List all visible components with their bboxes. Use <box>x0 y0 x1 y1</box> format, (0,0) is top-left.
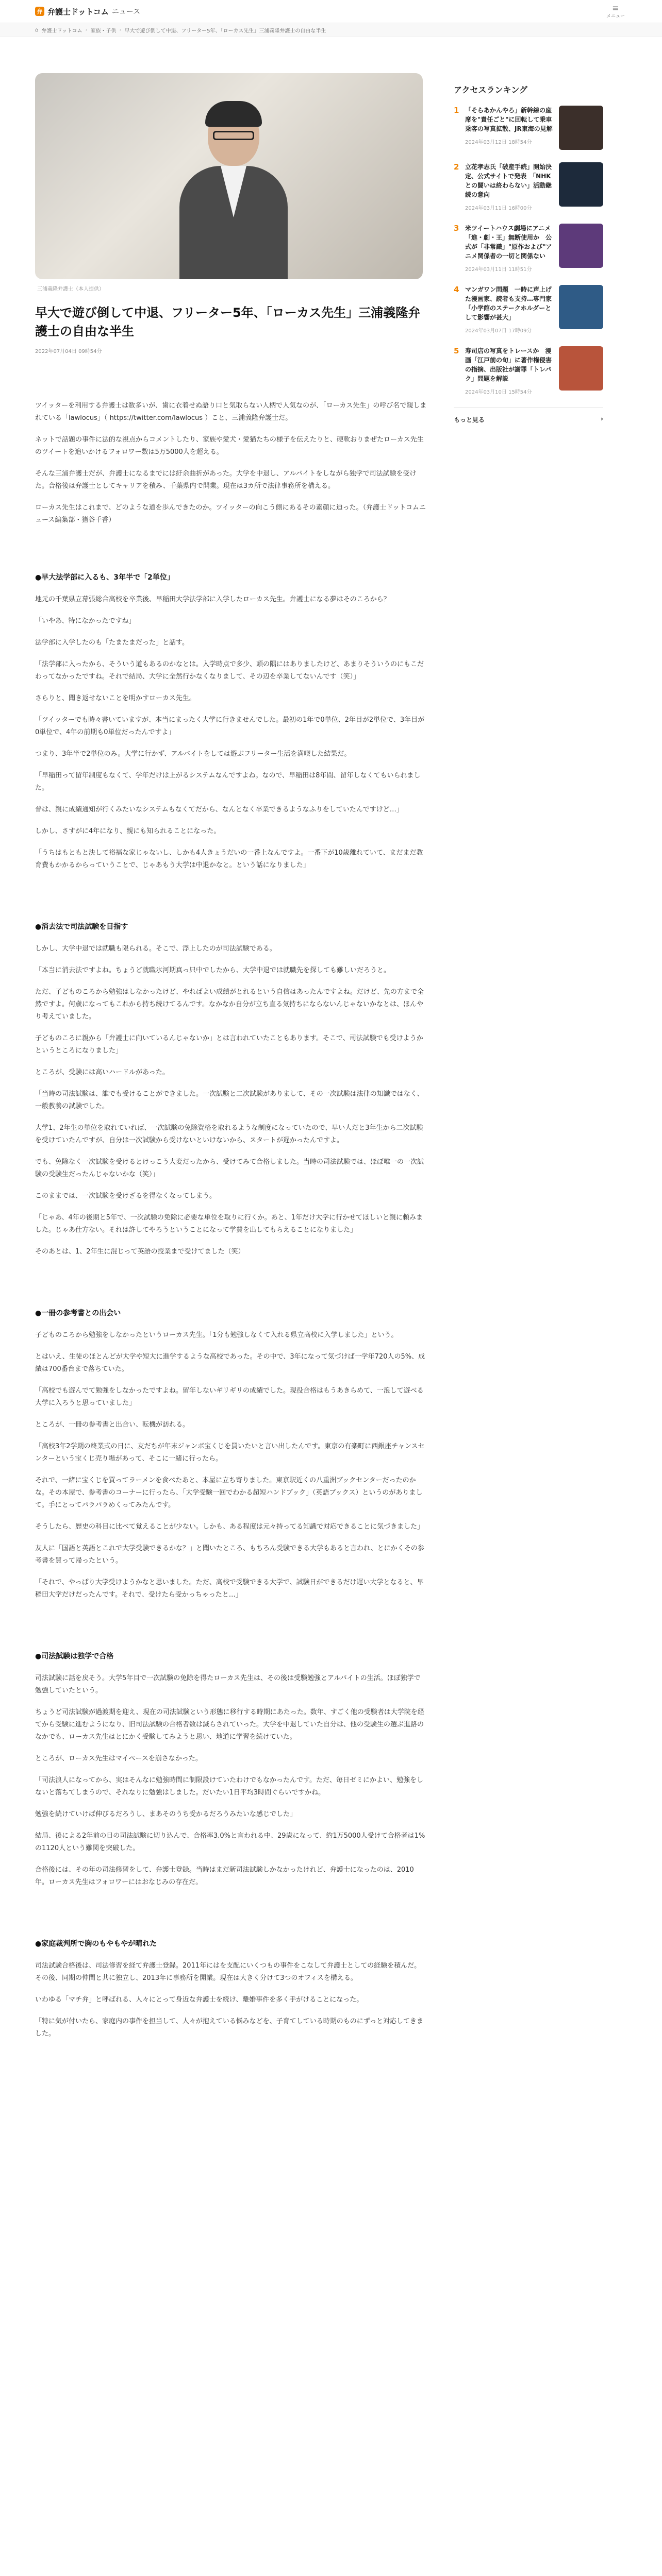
article-paragraph: 合格後には、その年の司法修習をして、弁護士登録。当時はまだ新司法試験しかなかったけれど、弁護士になったのは、2010年。ローカス先生はフォロワーにはおなじみの存在だ。 <box>35 1866 414 1886</box>
more-label: もっと見る <box>454 416 485 423</box>
article-paragraph: 「それで、やっぱり大学受けようかなと思いました。ただ、高校で受験できる大学で、試験日ができるだけ遅い大学となると、早稲田大学だけだったんです。それで、受けたら受かっちゃったと…」 <box>35 1579 424 1599</box>
chevron-right-icon: › <box>85 27 88 33</box>
article-paragraph: 子どものころから勉強をしなかったというローカス先生。「1分も勉強しなくて入れる県立高校に入学しました」という。 <box>35 1331 398 1339</box>
site-logo[interactable] <box>35 6 140 17</box>
chevron-right-icon: › <box>601 415 603 422</box>
breadcrumb-item[interactable]: 家族・子供 <box>90 28 117 34</box>
site-header <box>0 0 662 23</box>
article-paragraph: このままでは、一次試験を受けざるを得なくなってしまう。 <box>35 1192 217 1200</box>
logo-mark-icon: 弁 <box>35 7 44 16</box>
article <box>35 37 427 2049</box>
article-paragraph: 「じゃあ、4年の後期と5年で、一次試験の免除に必要な単位を取りに行くか。あと、1年だけ大学に行かせてほしいと親に頼みました。じゃあ仕方ない。それは許してやろうということになって学費を出してもらえることになりました」 <box>35 1214 423 1234</box>
ranking-number: 2 <box>454 162 459 172</box>
article-paragraph: ところが、受験には高いハードルがあった。 <box>35 1069 169 1076</box>
article-paragraph: 「特に気が付いたら、家庭内の事件を担当して、人々が抱えている悩みなどを、子育てしている時期のものにずっと対応してきました。 <box>35 2018 423 2038</box>
article-title: 早大で遊び倒して中退、フリーター5年、「ローカス先生」三浦義隆弁護士の自由な半生 <box>35 306 421 338</box>
ranking-item[interactable] <box>454 106 603 150</box>
article-paragraph: 「いやあ、特になかったですね」 <box>35 617 136 625</box>
article-body <box>35 400 427 2040</box>
article-paragraph: 大学1、2年生の単位を取れていれば、一次試験の免除資格を取れるような制度になっていたので、早い人だと3年生から二次試験を受けていたんですが、自分は一次試験から受けないといけないから、スタートが遅かったんですよ。 <box>35 1124 423 1144</box>
article-paragraph: ローカス先生はこれまで、どのような道を歩んできたのか。ツイッターの向こう側にあるその素顔に迫った。（弁護士ドットコムニュース編集部・猪谷千香） <box>35 504 426 524</box>
article-paragraph: 「高校3年2学期の終業式の日に、友だちが年末ジャンボ宝くじを買いたいと言い出したんです。東京の有楽町に西銀座チャンスセンターという宝くじ売り場があって、そこに一緒に行ったら。 <box>35 1443 425 1463</box>
ranking-time: 2024年03月10日 15時54分 <box>465 389 532 395</box>
article-paragraph: 子どものころに親から「弁護士に向いているんじゃないか」とは言われていたこともあります。そこで、司法試験でも受けようかというところになりました」 <box>35 1035 423 1055</box>
article-paragraph: ただ、子どものころから勉強はしなかったけど、やればよい成績がとれるという自信はあったんですよね。だけど、先の方まで全然ですよ。何歳になってもこれから持ち続けてるんです。なかなか自分が立ち直る気持ちにならないんじゃないかなとは、ほんやり考えていました。 <box>35 988 424 1021</box>
ranking-body <box>465 285 555 334</box>
ranking-time: 2024年03月07日 17時09分 <box>465 328 532 334</box>
article-paragraph: つまり、3年半で2単位のみ。大学に行かず、アルバイトをしては遊ぶフリーター生活を満喫した結果だ。 <box>35 750 351 758</box>
ranking-item[interactable] <box>454 346 603 395</box>
section-heading: ●早大法学部に入るも、3年半で「2単位」 <box>35 573 174 582</box>
ranking-thumbnail <box>559 224 603 268</box>
ranking-item[interactable] <box>454 224 603 273</box>
article-paragraph: 「法学部に入ったから、そういう道もあるのかなとは。入学時点で多少、頭の隅にはありましたけど、あまりそういうのにもこだわってなかったですね。それで結局、大学に全然行かなくなりまして、その辺を卒業してないんです（笑）」 <box>35 660 424 681</box>
ranking-number: 3 <box>454 224 459 233</box>
article-paragraph: 「うちはもともと決して裕福な家じゃないし、しかも4人きょうだいの一番上なんですよ。一番下が10歳離れていて、まだまだ教育費もかかるからっていうことで、じゃあもう大学は中退かなと。という話になりました」 <box>35 849 423 869</box>
article-date: 2022年07月04日 09時54分 <box>35 349 102 354</box>
ranking-headline: 「そらあかんやろ」新幹線の座席を"責任ごと"に回転して乗車 乗客の写真拡散、JR東海の見解 <box>465 107 558 132</box>
ranking-number: 5 <box>454 346 459 355</box>
ranking-thumbnail <box>559 106 603 150</box>
article-paragraph: そのあとは、1、2年生に混じって英語の授業まで受けてました（笑） <box>35 1248 245 1256</box>
article-paragraph: 「本当に消去法ですよね。ちょうど就職氷河期真っ只中でしたから、大学中退では就職先を探しても難しいだろうと。 <box>35 967 391 974</box>
ranking-time: 2024年03月11日 16時00分 <box>465 206 532 211</box>
ranking-thumbnail <box>559 162 603 207</box>
menu-label: メニュー <box>606 14 625 19</box>
article-paragraph: そんな三浦弁護士だが、弁護士になるまでには紆余曲折があった。大学を中退し、アルバイトをしながら独学で司法試験を受けた。合格後は弁護士としてキャリアを積み、千葉県内で開業。現在は3カ所で法律事務所を構える。 <box>35 470 417 490</box>
article-hero-image <box>35 73 423 279</box>
article-paragraph: 「司法浪人になってから、実はそんなに勉強時間に制限設けていたわけでもなかったんです。ただ、毎日ゼミにかよい、勉強をしないと落ちてしまうので、それなりに勉強はしました。だいたい1日平均3時間ぐらいですかね。 <box>35 1776 423 1797</box>
image-caption: 三浦義隆弁護士（本人提供） <box>37 286 104 292</box>
article-paragraph: 司法試験に話を戻そう。大学5年目で一次試験の免除を得たローカス先生は、その後は受験勉強とアルバイトの生活。ほぼ独学で勉強していたという。 <box>35 1674 421 1694</box>
ranking-thumbnail <box>559 285 603 329</box>
section-heading: ●司法試験は独学で合格 <box>35 1652 114 1660</box>
article-paragraph: さらりと、聞き返せないことを明かすローカス先生。 <box>35 694 196 702</box>
article-paragraph: 結局、後による2年前の日の司法試験に切り込んで、合格率3.0%と言われる中、29歳になって、約1万5000人受けて合格者は1%の1120人という難関を突破した。 <box>35 1832 425 1852</box>
article-paragraph: 勉強を続けていけば伸びるだろうし、まあそのうち受かるだろうみたいな感じでした」 <box>35 1810 297 1818</box>
article-paragraph: ツイッターを利用する弁護士は数多いが、歯に衣着せぬ語り口と気取らない人柄で人気なのが、「ローカス先生」の呼び名で親しまれている「lawlocus」（ https://twitter.com/lawlocus ）こと、三浦義隆弁護士だ。 <box>35 402 427 422</box>
article-paragraph: 司法試験合格後は、司法修習を経て弁護士登録。2011年にはを支配にいくつもの事件をこなして弁護士としての経験を積んだ。その後、同期の仲間と共に独立し、2013年に事務所を開業。現在は大きく分けて3つのオフィスを構える。 <box>35 1962 421 1982</box>
ranking-body <box>465 106 558 150</box>
article-paragraph: 地元の千葉県立幕張総合高校を卒業後、早稲田大学法学部に入学したローカス先生。弁護士になる夢はそのころから？ <box>35 596 390 603</box>
article-paragraph: ちょうど司法試験が過渡期を迎え、現在の司法試験という形態に移行する時期にあたった。数年、すごく他の受験者は大学院を経てから受験に進むようになり、旧司法試験の合格者数は減らされていった。大学を中退していた自分は、他の受験生の選ぶ進路のなかでも、ローカス先生はとにかく受験してみようと思い、地道に学習を続けていた。 <box>35 1708 424 1741</box>
ranking-headline: 寿司店の写真をトレースか 漫画「江戸前の旬」に著作権侵害の指摘、出版社が謝罪「トレパク」問題を解説 <box>465 347 552 382</box>
article-paragraph: 「当時の司法試験は、誰でも受けることができました。一次試験と二次試験がありまして、その一次試験は法律の知識ではなく、一般教養の試験でした。 <box>35 1090 424 1110</box>
ranking-time: 2024年03月12日 18時54分 <box>465 140 532 145</box>
article-paragraph: しかし、大学中退では就職も限られる。そこで、浮上したのが司法試験である。 <box>35 945 276 953</box>
more-link[interactable] <box>454 408 603 424</box>
ranking-headline: 米ツイートハウス劇場にアニメ「進・劇・王」無断使用か 公式が「非常識」"原作および"アニメ関係者の一切と関係ない <box>465 225 552 260</box>
ranking-body <box>465 224 555 273</box>
section-heading: ●消去法で司法試験を目指す <box>35 923 128 931</box>
article-paragraph: 友人に「国語と英語とこれで大学受験できるかな？」と聞いたところ、もちろん受験できる大学もあると言われ、とにかくその参考書を買って帰ったという。 <box>35 1545 424 1565</box>
breadcrumb <box>0 23 662 37</box>
ranking-body <box>465 346 555 395</box>
ranking-thumbnail <box>559 346 603 391</box>
breadcrumb-item[interactable]: 弁護士ドットコム <box>41 28 82 34</box>
ranking-title: アクセスランキング <box>454 85 528 95</box>
hamburger-icon: ≡ <box>612 3 619 13</box>
ranking-item[interactable] <box>454 285 603 334</box>
sidebar <box>454 37 603 2049</box>
ranking-list <box>454 106 603 395</box>
article-paragraph: そうしたら、歴史の科目に比べて覚えることが少ない。しかも、ある程度は元々持ってる知識で対応できることに気づきました」 <box>35 1523 424 1531</box>
article-paragraph: 「早稲田って留年制度もなくて、学年だけは上がるシステムなんですよね。なので、早稲田は8年間、留年しなくてもいられました。 <box>35 772 421 792</box>
article-paragraph: ところが、一冊の参考書と出合い、転機が訪れる。 <box>35 1421 190 1429</box>
article-paragraph: 「ツイッターでも時々書いていますが、本当にまったく大学に行きませんでした。最初の1年で0単位、2年目が2単位で、3年目が0単位で、4年の前期も0単位だったんですよ」 <box>35 716 425 736</box>
breadcrumb-item: 早大で遊び倒して中退、フリーター5年、「ローカス先生」三浦義隆弁護士の自由な半生 <box>124 28 326 34</box>
home-icon: ⌂ <box>35 27 39 33</box>
article-paragraph: しかし、さすがに4年になり、親にも知られることになった。 <box>35 827 221 835</box>
article-paragraph: それで、一緒に宝くじを買ってラーメンを食べたあと、本屋に立ち寄りました。東京駅近くの八重洲ブックセンターだったのかな。その本屋で、参考書のコーナーに行ったら、「大学受験一回でわかる超短ハンドブック」（英語ブックス）というのがありまして。手にとってパラパラめくってみたんです。 <box>35 1477 423 1509</box>
ranking-number: 1 <box>454 106 459 115</box>
article-paragraph: とはいえ、生徒のほとんどが大学や短大に進学するような高校であった。その中で、3年になって気づけば一学年720人の5%、成績は700番台まで落ちていた。 <box>35 1353 425 1373</box>
article-paragraph: ところが、ローカス先生はマイペースを崩さなかった。 <box>35 1755 202 1762</box>
ranking-item[interactable] <box>454 162 603 211</box>
section-heading: ●一冊の参考書との出会い <box>35 1309 121 1317</box>
chevron-right-icon: › <box>119 27 122 33</box>
article-paragraph: 「高校でも遊んでて勉強をしなかったですよね。留年しないギリギリの成績でした。現役合格はもうあきらめて、一浪して遊べる大学に入ろうと思っていました」 <box>35 1387 424 1407</box>
article-paragraph: いわゆる「マチ弁」と呼ばれる、人々にとって身近な弁護士を続け、離婚事件を多く手がけることになった。 <box>35 1996 363 2004</box>
ranking-number: 4 <box>454 285 459 294</box>
section-heading: ●家庭裁判所で胸のもやもやが晴れた <box>35 1940 157 1948</box>
ranking-body <box>465 162 555 211</box>
site-suffix: ニュース <box>111 8 141 16</box>
article-paragraph: でも、免除なく一次試験を受けるとけっこう大変だったから、受けてみて合格しました。当時の司法試験では、ほぼ唯一の一次試験の受験生だったんじゃないかな（笑）」 <box>35 1158 424 1178</box>
article-paragraph: 普は、親に成績通知が行くみたいなシステムもなくてだから、なんとなく卒業できるようなふりをしていたんですけど…」 <box>35 806 403 814</box>
menu-button[interactable] <box>606 4 625 19</box>
site-name: 弁護士ドットコム <box>47 7 109 16</box>
ranking-headline: 立花孝志氏「破産手続」開始決定、公式サイトで発表 「NHKとの闘いは終わらない」活動継続の意向 <box>465 163 552 198</box>
ranking-time: 2024年03月11日 11時51分 <box>465 267 532 273</box>
ranking-headline: マンガワン問題 一時に声上げた漫画家、読者も支持…専門家「小学館のステークホルダーとして影響が甚大」 <box>465 286 552 321</box>
article-paragraph: ネットで話題の事件に法的な視点からコメントしたり、家族や愛犬・愛猫たちの様子を伝えたりと、硬軟おりまぜたローカス先生のツイートを追いかけるフォロワー数は5万5000人を超える。 <box>35 436 424 456</box>
article-paragraph: 法学部に入学したのも「たまたまだった」と話す。 <box>35 639 189 647</box>
